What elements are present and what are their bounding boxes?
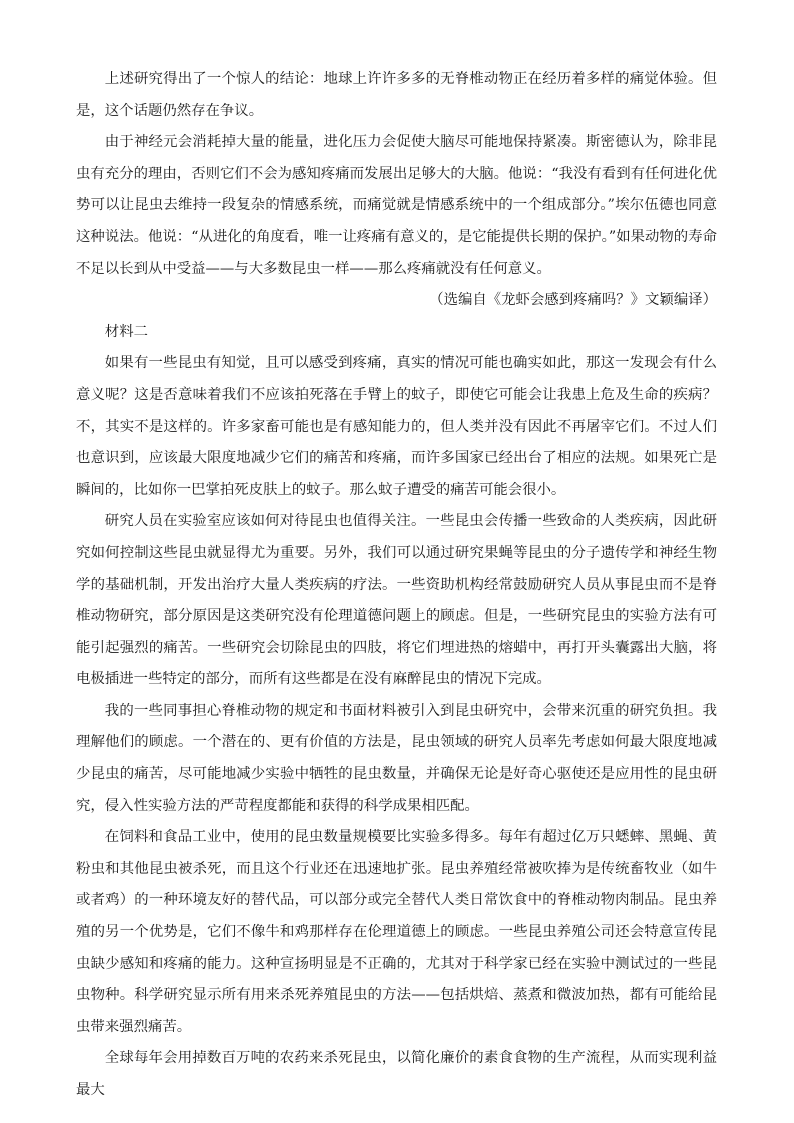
paragraph-3: 如果有一些昆虫有知觉，且可以感受到疼痛，真实的情况可能也确实如此，那这一发现会有什么意义呢？这是否意味着我们不应该拍死落在手臂上的蚊子，即使它可能会让我患上危及生命的疾病？不，其实不是这样的。许多家畜可能也是有感知能力的，但人类并没有因此不再屠宰它们。不过人们也意识到，应该最大限度地减少它们的痛苦和疼痛，而许多国家已经出台了相应的法规。如果死亡是瞬间的，比如你一巴掌拍死皮肤上的蚊子。那么蚊子遭受的痛苦可能会很小。 [76,355,717,498]
paragraph-1: 上述研究得出了一个惊人的结论：地球上许许多多的无脊椎动物正在经历着多样的痛觉体验。但是，这个话题仍然存在争议。 [76,71,717,119]
source-citation: （选编自《龙虾会感到疼痛吗？》文颖编译） [429,292,717,309]
paragraph-4: 研究人员在实验室应该如何对待昆虫也值得关注。一些昆虫会传播一些致命的人类疾病，因此研究如何控制这些昆虫就显得尤为重要。另外，我们可以通过研究果蝇等昆虫的分子遗传学和神经生物学的基础机制，开发出治疗大量人类疾病的疗法。一些资助机构经常鼓励研究人员从事昆虫而不是脊椎动物研究，部分原因是这类研究没有伦理道德问题上的顾虑。但是，一些研究昆虫的实验方法有可能引起强烈的痛苦。一些研究会切除昆虫的四肢，将它们埋进热的熔蜡中，再打开头囊露出大脑，将电极插进一些特定的部分，而所有这些都是在没有麻醉昆虫的情况下完成。 [76,513,717,688]
paragraph-2: 由于神经元会消耗掉大量的能量，进化压力会促使大脑尽可能地保持紧凑。斯密德认为，除非昆虫有充分的理由，否则它们不会为感知疼痛而发展出足够大的大脑。他说：“我没有看到有任何进化优势可以让昆虫去维持一段复杂的情感系统，而痛觉就是情感系统中的一个组成部分。”埃尔伍德也同意这种说法。他说：“从进化的角度看，唯一让疼痛有意义的，是它能提供长期的保护。”如果动物的寿命不足以长到从中受益——与大多数昆虫一样——那么疼痛就没有任何意义。 [76,134,717,277]
paragraph-5: 我的一些同事担心脊椎动物的规定和书面材料被引入到昆虫研究中，会带来沉重的研究负担。我理解他们的顾虑。一个潜在的、更有价值的方法是，昆虫领域的研究人员率先考虑如何最大限度地减少昆虫的痛苦，尽可能地减少实验中牺牲的昆虫数量，并确保无论是好奇心驱使还是应用性的昆虫研究，侵入性实验方法的严苛程度都能和获得的科学成果相匹配。 [76,702,717,814]
paragraph-7: 全球每年会用掉数百万吨的农药来杀死昆虫，以简化廉价的素食食物的生产流程，从而实现利益最大 [76,1050,717,1098]
section-heading-material-2: 材料二 [104,323,148,340]
paragraph-6: 在饲料和食品工业中，使用的昆虫数量规模要比实验多得多。每年有超过亿万只蟋蟀、黑蝇、黄粉虫和其他昆虫被杀死，而且这个行业还在迅速地扩张。昆虫养殖经常被吹捧为是传统畜牧业（如牛或者鸡）的一种环境友好的替代品，可以部分或完全替代人类日常饮食中的脊椎动物肉制品。昆虫养殖的另一个优势是，它们不像牛和鸡那样存在伦理道德上的顾虑。一些昆虫养殖公司还会特意宣传昆虫缺少感知和疼痛的能力。这种宣扬明显是不正确的，尤其对于科学家已经在实验中测试过的一些昆虫物种。科学研究显示所有用来杀死养殖昆虫的方法——包括烘焙、蒸煮和微波加热，都有可能给昆虫带来强烈痛苦。 [76,829,717,1035]
document-page [76,64,717,1107]
